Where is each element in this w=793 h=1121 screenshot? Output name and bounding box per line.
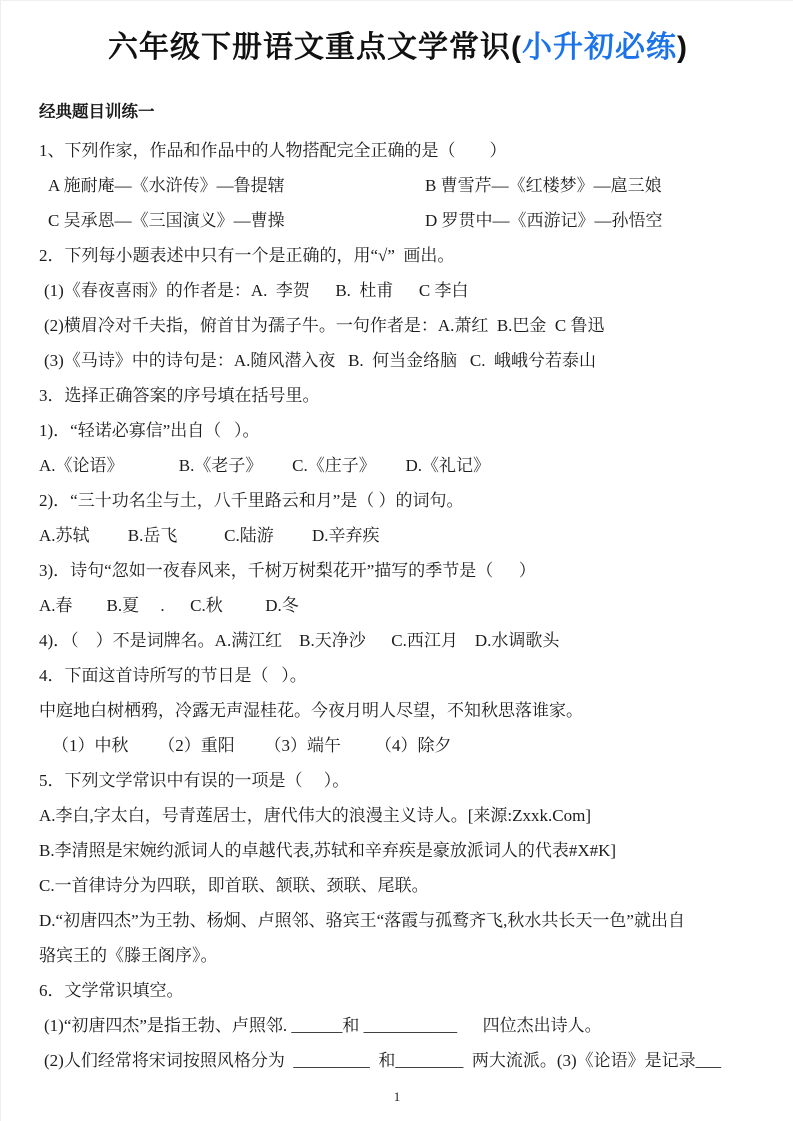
option-d: D 罗贯中—《西游记》—孙悟空 bbox=[425, 211, 663, 230]
question-3-sub1-options: A.《论语》 B.《老子》 C.《庄子》 D.《礼记》 bbox=[39, 456, 490, 475]
question-2-sub3: (3)《马诗》中的诗句是：A.随风潜入夜 B. 何当金络脑 C. 峨峨兮若泰山 bbox=[44, 351, 597, 370]
question-3-sub1: 1)．“轻诺必寡信”出自（ ）。 bbox=[39, 421, 260, 440]
option-c: C 吴承恩—《三国演义》—曹操 bbox=[48, 211, 285, 230]
question-6-sub1: (1)“初唐四杰”是指王勃、卢照邻. ______和 ___________ 四位杰出诗人。 bbox=[44, 1016, 602, 1035]
question-2: 2．下列每小题表述中只有一个是正确的，用“√” 画出。 bbox=[39, 246, 455, 265]
question-5-option-b: B.李清照是宋婉约派词人的卓越代表,苏轼和辛弃疾是豪放派词人的代表#X#K] bbox=[39, 841, 617, 860]
question-6: 6．文学常识填空。 bbox=[39, 981, 184, 1000]
option-row-cd bbox=[39, 203, 757, 238]
question-3-sub3: 3)．诗句“忽如一夜春风来，千树万树梨花开”描写的季节是（ ） bbox=[39, 561, 536, 580]
section-heading: 经典题目训练一 bbox=[39, 102, 155, 121]
question-3-sub2: 2)．“三十功名尘与土，八千里路云和月”是（ ）的词句。 bbox=[39, 491, 464, 510]
page-title bbox=[39, 25, 757, 71]
option-b: B 曹雪芹—《红楼梦》—扈三娘 bbox=[425, 176, 662, 195]
question-5-option-c: C.一首律诗分为四联，即首联、颔联、颈联、尾联。 bbox=[39, 876, 429, 895]
question-1: 1、下列作家，作品和作品中的人物搭配完全正确的是（ ） bbox=[39, 141, 507, 160]
question-6-sub2: (2)人们经常将宋词按照风格分为 _________ 和________ 两大流派。(3)《论语》是记录___ bbox=[44, 1051, 722, 1070]
question-2-sub2: (2)横眉冷对千夫指，俯首甘为孺子牛。一句作者是：A.萧红 B.巴金 C 鲁迅 bbox=[44, 316, 605, 335]
title-suffix: ) bbox=[677, 31, 688, 64]
question-5-option-d-cont: 骆宾王的《滕王阁序》。 bbox=[39, 946, 218, 965]
title-highlight: 小升初必练 bbox=[522, 31, 677, 64]
question-3-sub4: 4)．（ ）不是词牌名。A.满江红 B.天净沙 C.西江月 D.水调歌头 bbox=[39, 631, 560, 650]
question-3: 3．选择正确答案的序号填在括号里。 bbox=[39, 386, 320, 405]
question-5: 5．下列文学常识中有误的一项是（ ）。 bbox=[39, 771, 350, 790]
question-5-option-a: A.李白,字太白，号青莲居士，唐代伟大的浪漫主义诗人。[来源:Zxxk.Com] bbox=[39, 806, 592, 825]
question-4-poem: 中庭地白树栖鸦，冷露无声湿桂花。今夜月明人尽望，不知秋思落谁家。 bbox=[39, 701, 583, 720]
title-prefix: 六年级下册语文重点文学常识( bbox=[108, 31, 522, 64]
question-3-sub3-options: A.春 B.夏 . C.秋 D.冬 bbox=[39, 596, 299, 615]
question-list bbox=[39, 133, 757, 1078]
question-4-options: （1）中秋 （2）重阳 （3）端午 （4）除夕 bbox=[52, 736, 452, 755]
page-number: 1 bbox=[393, 1089, 401, 1104]
question-5-option-d: D.“初唐四杰”为王勃、杨炯、卢照邻、骆宾王“落霞与孤鹜齐飞,秋水共长天一色”就出自 bbox=[39, 911, 685, 930]
option-a: A 施耐庵—《水浒传》—鲁提辖 bbox=[48, 176, 285, 195]
question-3-sub2-options: A.苏轼 B.岳飞 C.陆游 D.辛弃疾 bbox=[39, 526, 380, 545]
question-4: 4．下面这首诗所写的节日是（ ）。 bbox=[39, 666, 307, 685]
option-row-ab bbox=[39, 168, 757, 203]
question-2-sub1: (1)《春夜喜雨》的作者是：A. 李贺 B. 杜甫 C 李白 bbox=[44, 281, 469, 300]
